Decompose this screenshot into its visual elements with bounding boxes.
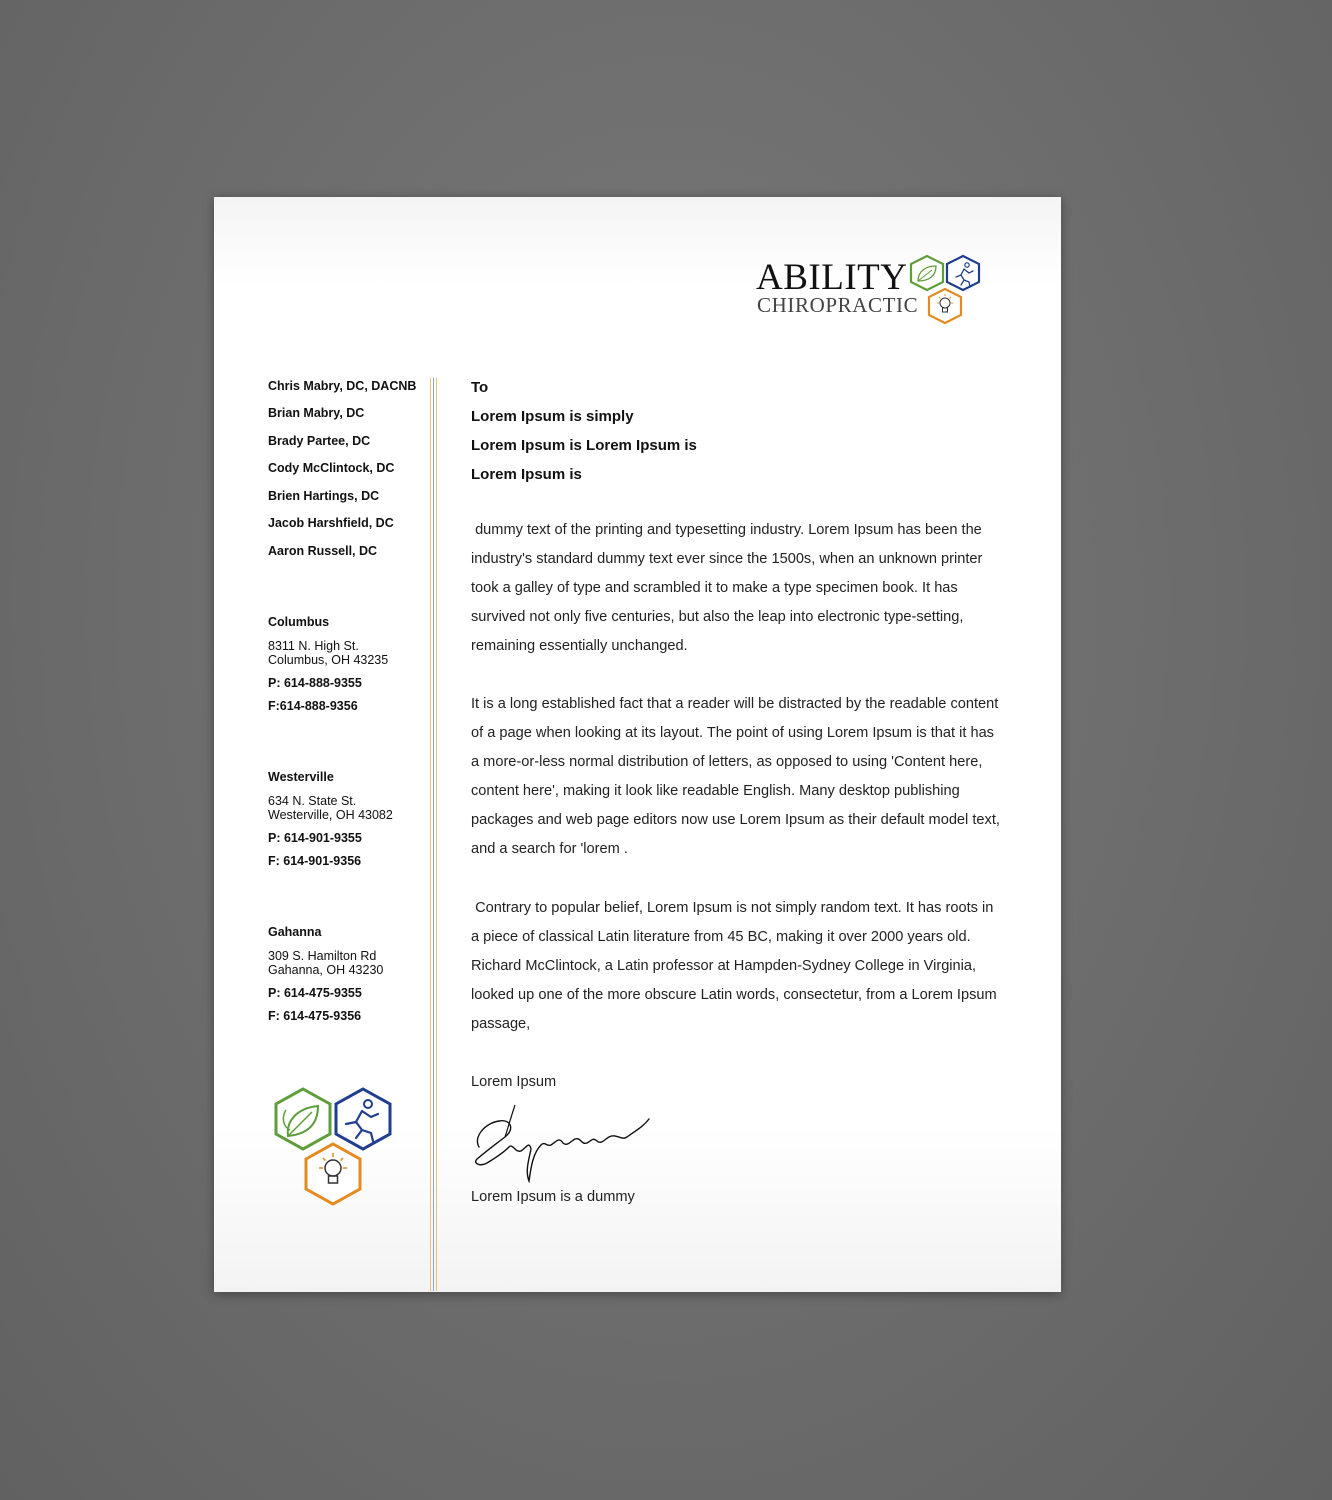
handwritten-signature (471, 1097, 651, 1183)
body-paragraph: dummy text of the printing and typesetting industry. Lorem Ipsum has been the industry's standard dummy text ever since the 1500s, when an unknown printer took a galley of type and scrambled it to make a type specimen book. It has survived not only five centuries, but also the leap into electronic type-setting, remaining essentially unchanged. (471, 522, 987, 654)
doctor-name: Brien Hartings, DC (268, 489, 380, 503)
office-address-line2: Westerville, OH 43082 (268, 808, 393, 822)
closing-text: Lorem Ipsum (471, 1074, 557, 1090)
recipient-line: Lorem Ipsum is simply (471, 408, 634, 425)
office-fax: F:614-888-9356 (268, 699, 358, 713)
doctor-name: Brian Mabry, DC (268, 406, 365, 420)
office-fax: F: 614-475-9356 (268, 1009, 362, 1023)
office-phone: P: 614-901-9355 (268, 831, 362, 845)
recipient-line: To (471, 379, 489, 396)
signer-name: Lorem Ipsum is a dummy (471, 1189, 635, 1205)
office-phone: P: 614-888-9355 (268, 676, 362, 690)
doctor-name: Jacob Harshfield, DC (268, 516, 394, 530)
emblem-hexagons-icon (272, 1086, 394, 1210)
body-paragraph: It is a long established fact that a reader will be distracted by the readable content of a page when looking at its layout. The point of using Lorem Ipsum is that it has a more-or-less normal distribution of letters, as opposed to using 'Content here, content here', making it look like readable English. Many desktop publishing packages and web page editors now use Lorem Ipsum as their default model text, and a search for 'lorem . (471, 696, 1004, 857)
logo-hexagons-icon (906, 253, 986, 331)
office-address-line2: Gahanna, OH 43230 (268, 963, 384, 977)
logo-wordmark-ability: ABILITY (756, 257, 908, 298)
office-address-line1: 309 S. Hamilton Rd (268, 949, 377, 963)
company-logo (756, 253, 986, 331)
doctor-name: Chris Mabry, DC, DACNB (268, 379, 417, 393)
office-fax: F: 614-901-9356 (268, 854, 362, 868)
office-phone: P: 614-475-9355 (268, 986, 362, 1000)
office-name: Gahanna (268, 925, 322, 939)
office-name: Columbus (268, 615, 330, 629)
doctor-name: Cody McClintock, DC (268, 461, 395, 475)
doctor-name: Aaron Russell, DC (268, 544, 378, 558)
logo-wordmark-chiropractic: CHIROPRACTIC (757, 293, 919, 317)
recipient-line: Lorem Ipsum is Lorem Ipsum is (471, 437, 697, 454)
office-address-line2: Columbus, OH 43235 (268, 653, 389, 667)
office-name: Westerville (268, 770, 334, 784)
recipient-line: Lorem Ipsum is (471, 466, 582, 483)
office-address-line1: 634 N. State St. (268, 794, 357, 808)
body-paragraph: Contrary to popular belief, Lorem Ipsum is not simply random text. It has roots in a piece of classical Latin literature from 45 BC, making it over 2000 years old. Richard McClintock, a Latin professor at Hampden-Sydney College in Virginia, looked up one of the more obscure Latin words, consectetur, from a Lorem Ipsum passage, (471, 900, 1001, 1032)
office-address-line1: 8311 N. High St. (268, 639, 359, 653)
doctor-name: Brady Partee, DC (268, 434, 371, 448)
letterhead-page (214, 197, 1061, 1292)
vertical-divider (430, 378, 438, 1291)
